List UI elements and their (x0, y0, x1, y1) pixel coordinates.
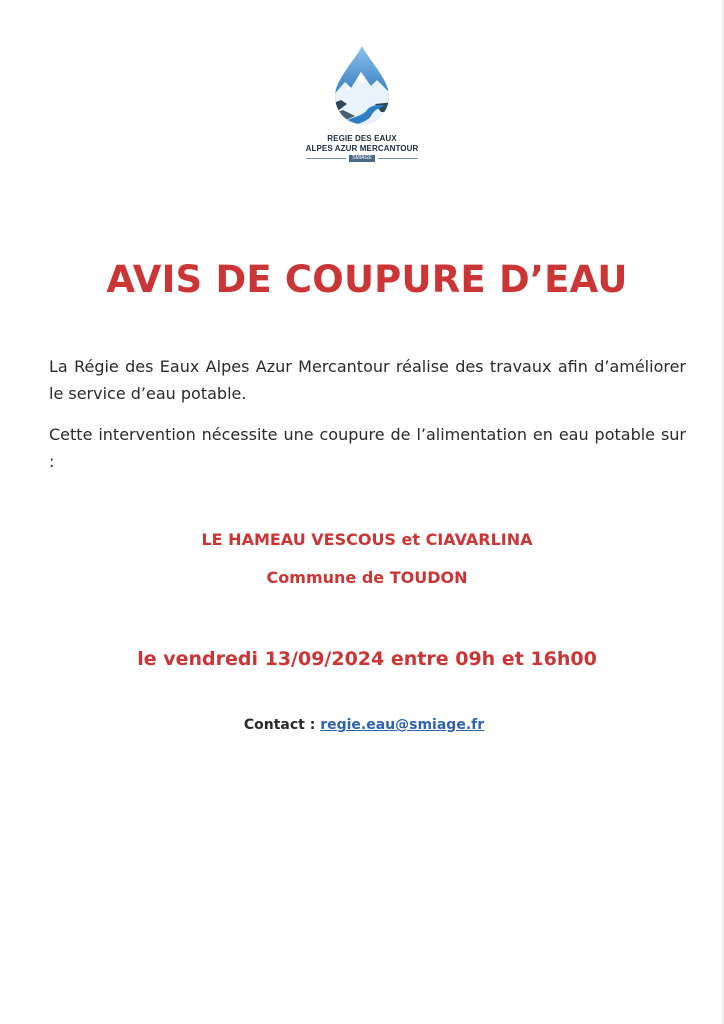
organization-logo (300, 44, 424, 162)
logo-tag-row (300, 155, 424, 162)
logo-text-line1: REGIE DES EAUX (327, 134, 397, 143)
location-hamlets: LE HAMEAU VESCOUS et CIAVARLINA (201, 530, 533, 549)
logo-rule-left (306, 158, 346, 159)
water-drop-mountain-icon (331, 44, 393, 126)
logo-tag: SMIAGE (349, 155, 374, 162)
intro-paragraph: La Régie des Eaux Alpes Azur Mercantour réalise des travaux afin d’améliorer le service d’eau potable. (49, 357, 686, 403)
location-commune: Commune de TOUDON (266, 568, 468, 587)
notice-title: AVIS DE COUPURE D’EAU (106, 258, 628, 301)
contact-email-link[interactable]: regie.eau@smiage.fr (320, 717, 485, 733)
outage-date: le vendredi 13/09/2024 entre 09h et 16h00 (137, 648, 597, 670)
logo-text-line2: ALPES AZUR MERCANTOUR (305, 144, 419, 153)
contact-line (0, 714, 724, 736)
contact-label: Contact : (243, 717, 316, 733)
intervention-paragraph: Cette intervention nécessite une coupure de l’alimentation en eau potable sur : (49, 425, 686, 471)
logo-rule-right (378, 158, 418, 159)
